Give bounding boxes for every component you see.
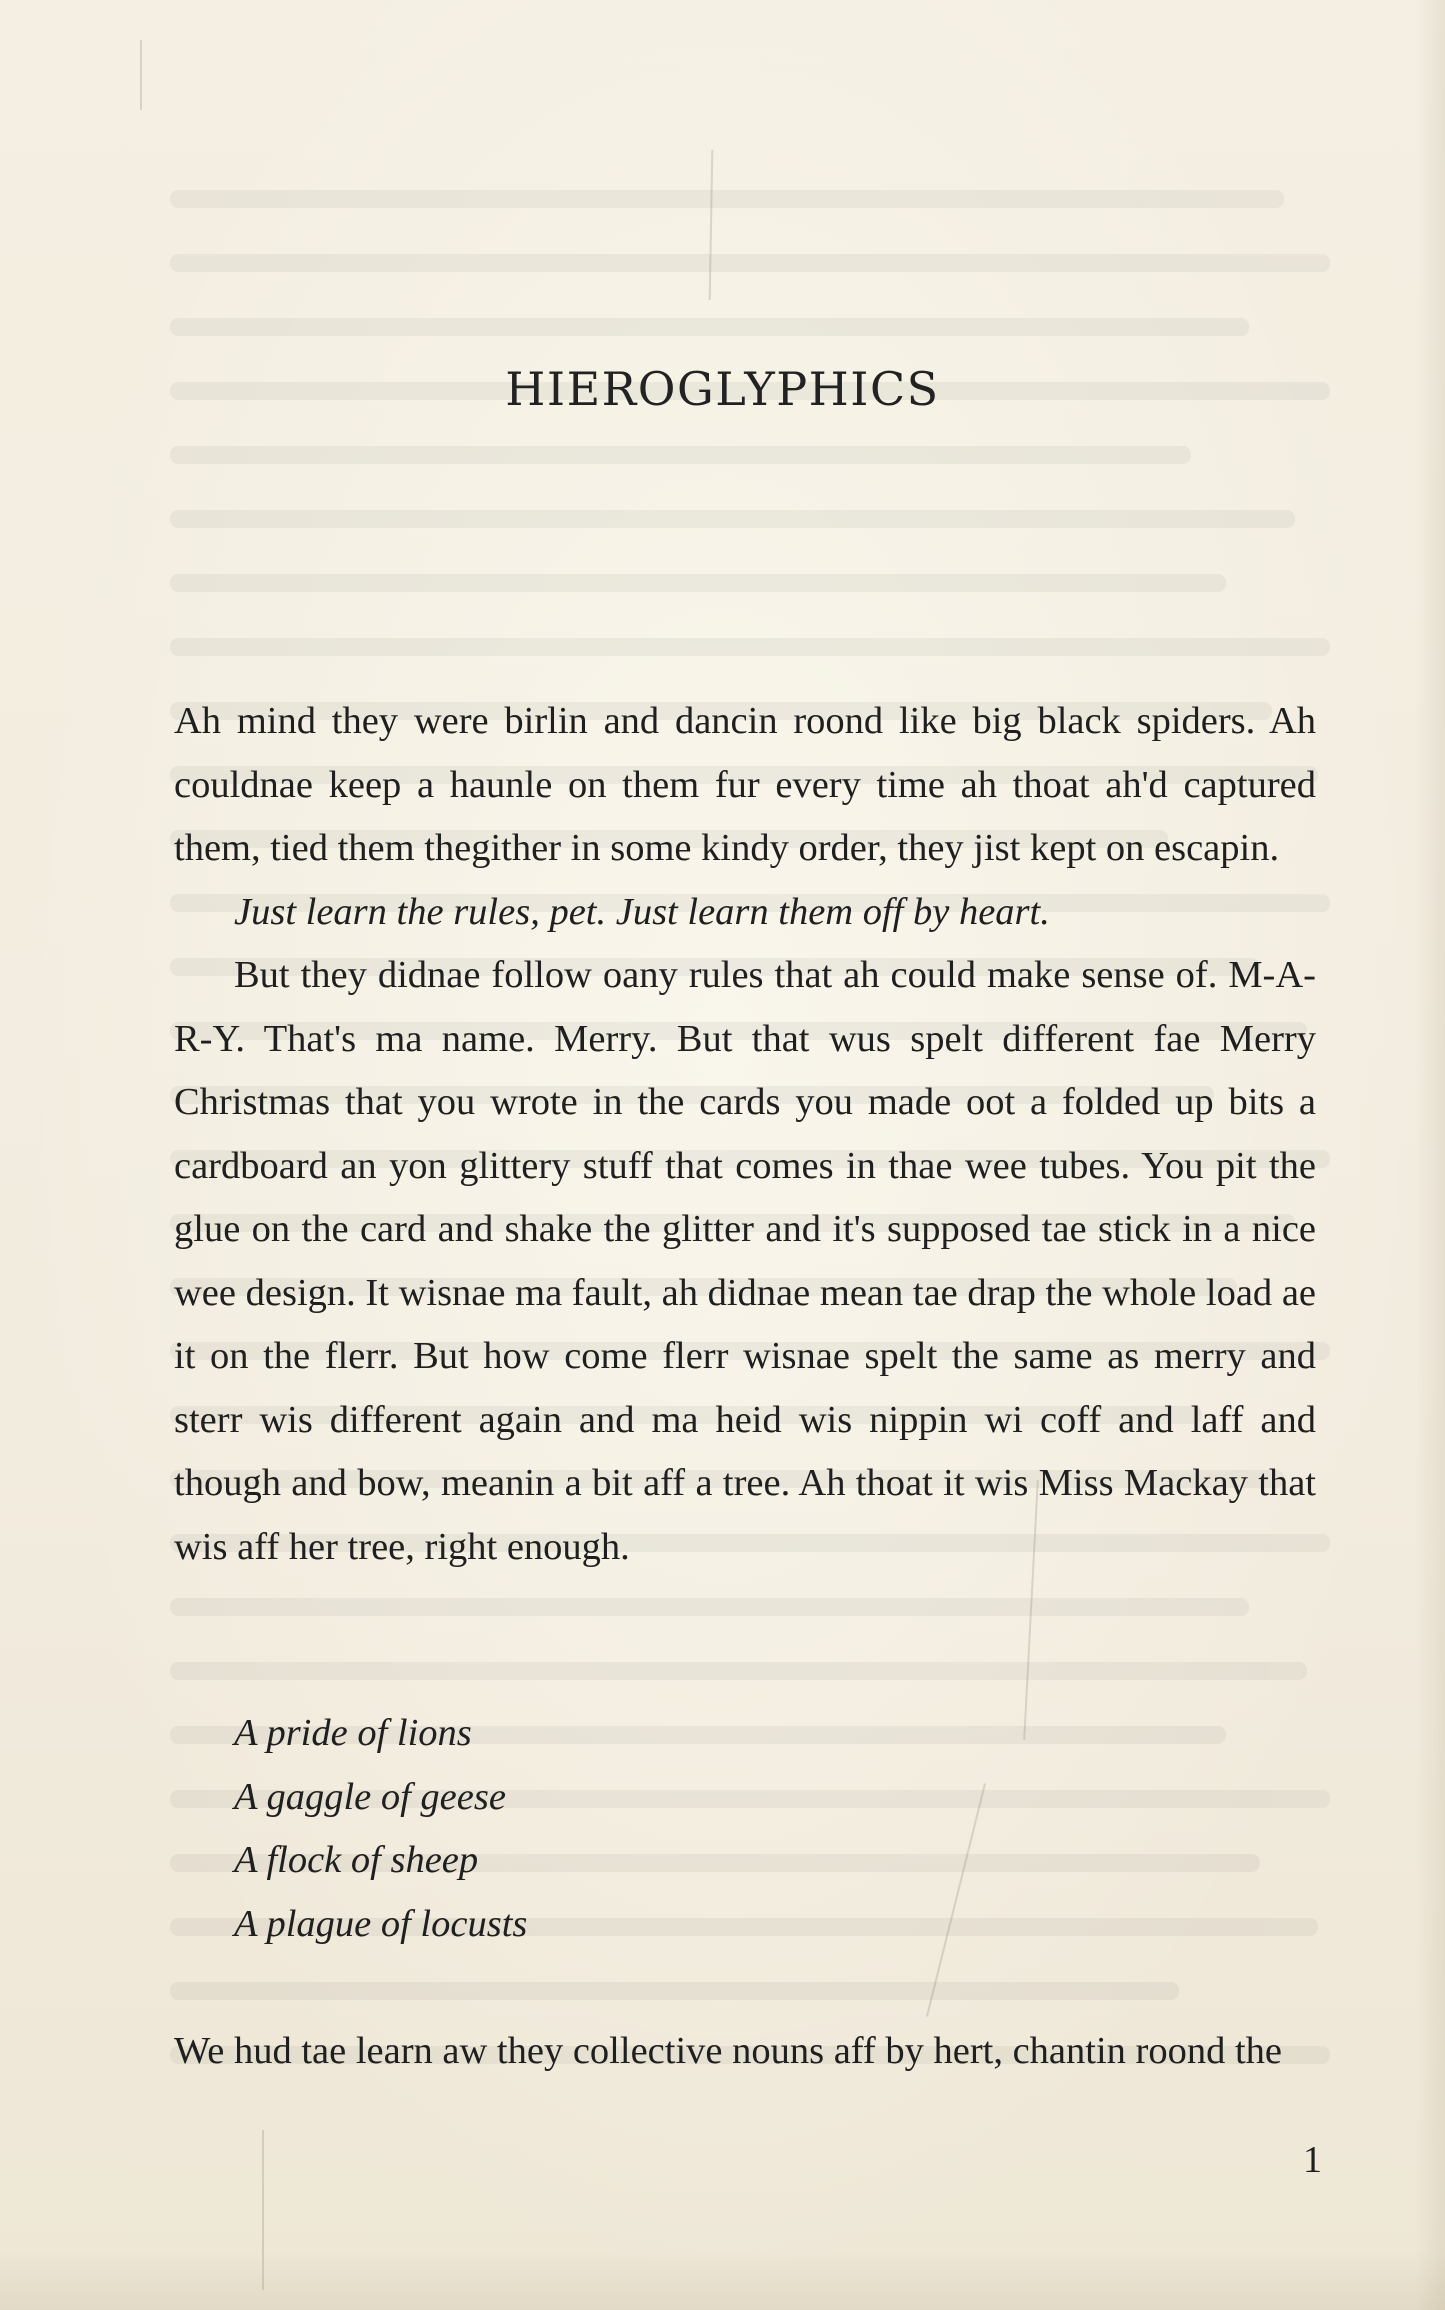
italic-quote: Just learn the rules, pet. Just learn them off by heart. [234, 890, 1050, 933]
verse-block [174, 1702, 1316, 1956]
verse-list [174, 1702, 1316, 1956]
paragraph: We hud tae learn aw they collective nouns aff by hert, chantin roond the [174, 2030, 1283, 2072]
verse-line: A gaggle of geese [234, 1775, 506, 1818]
page-bottom-shadow [0, 2250, 1445, 2310]
paragraph: Ah mind they were birlin and dancin roond like big black spiders. Ah couldnae keep a haunle on them fur every time ah thoat ah'd captured them, tied them thegither in some kindy order, they jist kept on escapin. [174, 700, 1316, 869]
paragraph: But they didnae follow oany rules that ah could make sense of. M-A-R-Y. That's ma name. Merry. But that wus spelt different fae Merry Christmas that you wrote in the cards you made oot a folded up bits a cardboard an yon glittery stuff that comes in thae wee tubes. You pit the glue on the card and shake the glitter and it's supposed tae stick in a nice wee design. It wisnae ma fault, ah didnae mean tae drap the whole load ae it on the flerr. But how come flerr wisnae spelt the same as merry and sterr wis different again and ma heid wis nippin wi coff and laff and though and bow, meanin a bit aff a tree. Ah thoat it wis Miss Mackay that wis aff her tree, right enough. [174, 954, 1316, 1568]
body-text-upper [174, 690, 1316, 1579]
paper-crease [709, 150, 713, 300]
verse-line: A flock of sheep [234, 1839, 479, 1881]
verse-line: A pride of lions [234, 1712, 472, 1754]
paper-crease [140, 40, 142, 110]
verse-line: A plague of locusts [234, 1902, 528, 1945]
chapter-title: HIEROGLYPHICS [505, 362, 940, 416]
page-edge-shadow [1415, 0, 1445, 2310]
body-text-lower [174, 2020, 1316, 2084]
page-number: 1 [1303, 2139, 1322, 2181]
